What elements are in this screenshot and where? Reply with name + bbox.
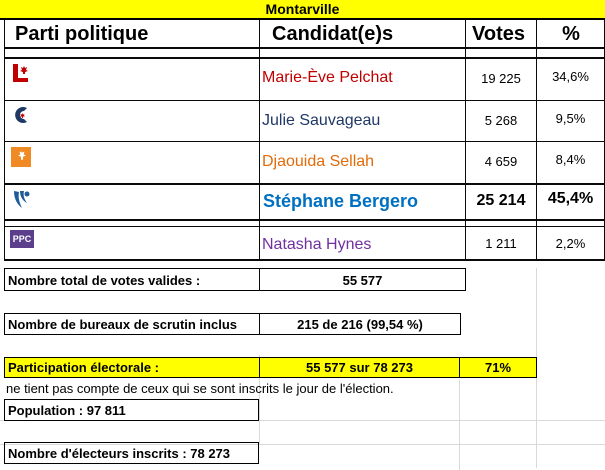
total-votes-label: Nombre total de votes valides :: [8, 273, 201, 288]
participation-label: Participation électorale :: [8, 360, 159, 375]
participation-note: ne tient pas compte de ceux qui se sont inscrits le jour de l'élection.: [6, 381, 394, 396]
total-votes-value: 55 577: [342, 273, 383, 288]
table-border: [4, 47, 605, 49]
table-border: [4, 219, 605, 221]
votes-value: 4 659: [484, 154, 518, 169]
votes-value: 19 225: [481, 71, 521, 86]
percent-value: 2,2%: [555, 236, 586, 251]
table-border: [4, 183, 605, 185]
table-border: [4, 57, 605, 59]
header-candidate: Candidat(e)s: [272, 23, 394, 45]
votes-value: 1 211: [485, 236, 517, 251]
party-logo-liberal: [10, 62, 32, 89]
candidate-name: Natasha Hynes: [262, 236, 372, 253]
header-votes: Votes: [472, 23, 525, 45]
table-border: [4, 141, 605, 142]
candidate-name: Stéphane Bergero: [263, 191, 419, 211]
candidate-name: Djaouida Sellah: [262, 153, 375, 170]
bloc-logo-icon: [10, 188, 32, 210]
candidate-name: Marie-Ève Pelchat: [262, 69, 393, 86]
votes-value: 25 214: [476, 192, 526, 209]
percent-value: 34,6%: [552, 69, 589, 84]
participation-percent: 71%: [484, 360, 512, 375]
percent-value: 8,4%: [555, 152, 586, 167]
header-percent: %: [562, 23, 580, 45]
population-text: Population : 97 811: [8, 403, 126, 418]
conservative-logo-icon: [10, 104, 32, 126]
votes-value: 5 268: [484, 113, 518, 128]
party-logo-ndp: [10, 146, 32, 173]
ppc-logo-icon: PPC: [10, 230, 34, 248]
header-party: Parti politique: [15, 23, 149, 45]
table-border: [4, 259, 605, 261]
ndp-logo-icon: [10, 146, 32, 168]
electeurs-text: Nombre d'électeurs inscrits : 78 273: [8, 446, 231, 461]
party-logo-conservative: [10, 104, 32, 131]
sheet-title: Montarville: [0, 0, 605, 20]
percent-value: 45,4%: [547, 190, 594, 207]
participation-value: 55 577 sur 78 273: [306, 360, 413, 375]
bureaux-value: 215 de 216 (99,54 %): [297, 317, 423, 332]
percent-value: 9,5%: [555, 111, 586, 126]
liberal-logo-icon: [10, 62, 32, 84]
party-logo-bloc: [10, 188, 32, 215]
candidate-name: Julie Sauvageau: [262, 112, 381, 129]
bureaux-label: Nombre de bureaux de scrutin inclus: [8, 317, 237, 332]
table-border: [4, 226, 605, 227]
party-logo-ppc: [10, 230, 34, 248]
table-border: [4, 100, 605, 101]
